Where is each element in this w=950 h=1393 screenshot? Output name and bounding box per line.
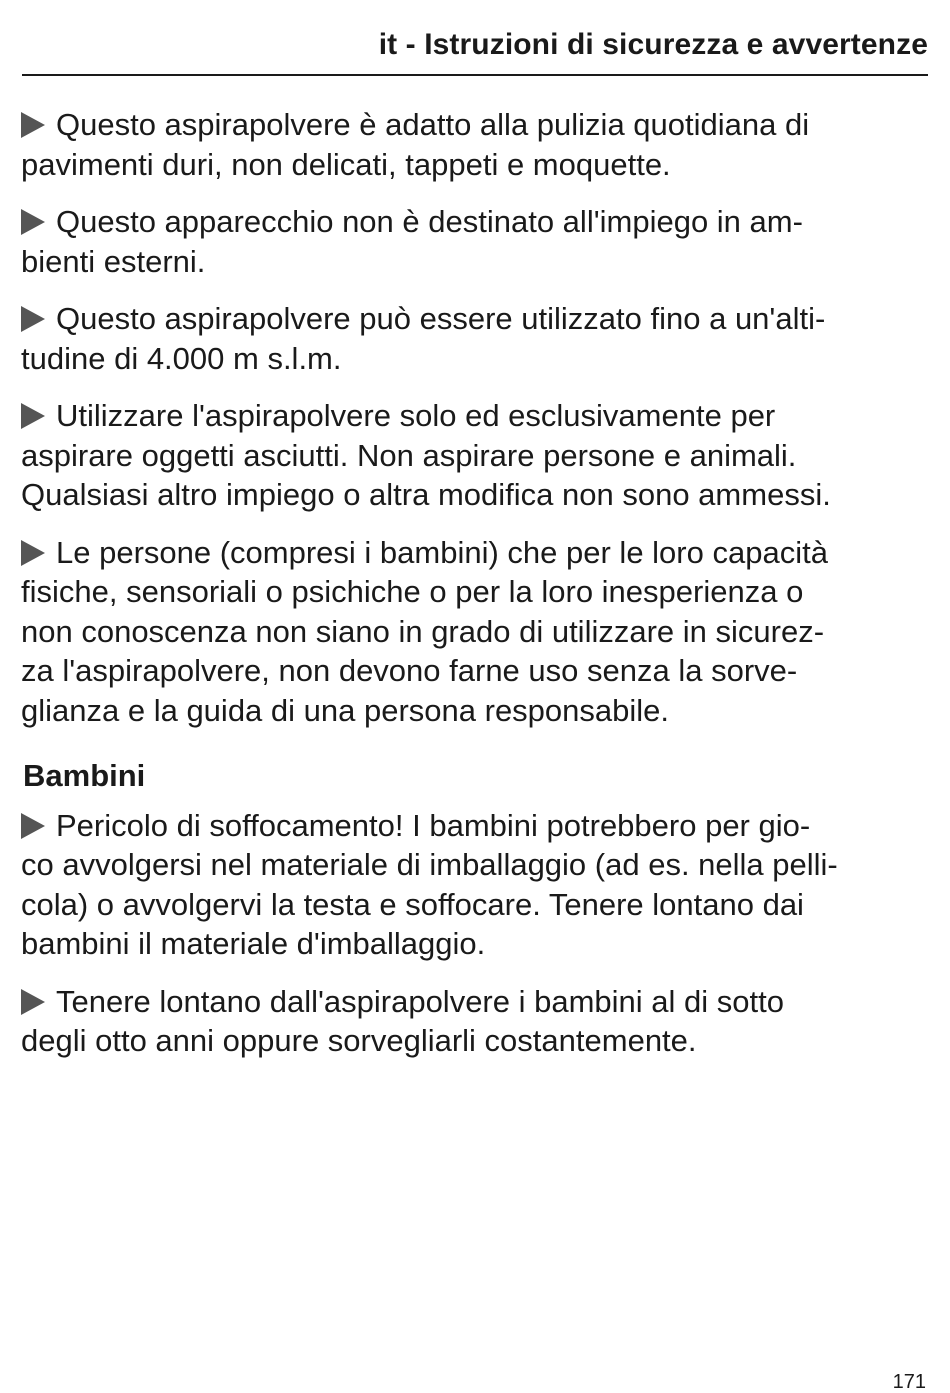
safety-paragraph — [21, 299, 931, 378]
bullet-triangle-icon — [21, 209, 45, 235]
bullet-triangle-icon — [21, 989, 45, 1015]
paragraph-line: non conoscenza non siano in grado di utilizzare in sicurez- — [21, 613, 825, 649]
paragraph-line: Le persone (compresi i bambini) che per le loro capacità — [56, 534, 828, 570]
section-heading-bambini: Bambini — [23, 758, 146, 793]
safety-paragraph — [21, 105, 931, 184]
paragraph-line: tudine di 4.000 m s.l.m. — [21, 340, 342, 376]
paragraph-line: fisiche, sensoriali o psichiche o per la loro inesperienza o — [21, 574, 804, 609]
paragraph-line: Qualsiasi altro impiego o altra modifica non sono ammessi. — [21, 477, 831, 512]
safety-paragraph — [21, 982, 931, 1061]
paragraph-line: cola) o avvolgervi la testa e soffocare. Tenere lontano dai — [21, 886, 804, 922]
paragraph-line: za l'aspirapolvere, non devono farne uso senza la sorve- — [21, 653, 798, 688]
safety-paragraph — [21, 396, 931, 515]
paragraph-line: glianza e la guida di una persona responsabile. — [21, 692, 670, 728]
bullet-triangle-icon — [21, 540, 45, 566]
bullet-triangle-icon — [21, 813, 45, 839]
safety-paragraph — [21, 806, 931, 964]
bullet-triangle-icon — [21, 306, 45, 332]
page-number: 171 — [892, 1371, 926, 1393]
main-content — [21, 105, 931, 1079]
paragraph-line: degli otto anni oppure sorvegliarli costantemente. — [21, 1023, 697, 1058]
page-header — [22, 26, 928, 76]
paragraph-line: aspirare oggetti asciutti. Non aspirare persone e animali. — [21, 437, 797, 473]
paragraph-line: pavimenti duri, non delicati, tappeti e moquette. — [21, 146, 671, 182]
paragraph-line: Questo apparecchio non è destinato all'impiego in am- — [56, 204, 803, 239]
paragraph-line: bambini il materiale d'imballaggio. — [21, 926, 486, 961]
paragraph-line: Tenere lontano dall'aspirapolvere i bambini al di sotto — [56, 983, 784, 1019]
paragraph-line: bienti esterni. — [21, 243, 206, 279]
safety-paragraph — [21, 202, 931, 281]
paragraph-line: Utilizzare l'aspirapolvere solo ed esclusivamente per — [56, 398, 776, 433]
paragraph-line: co avvolgersi nel materiale di imballaggio (ad es. nella pelli- — [21, 847, 838, 882]
bullet-triangle-icon — [21, 112, 45, 138]
paragraph-line: Questo aspirapolvere è adatto alla pulizia quotidiana di — [56, 107, 810, 142]
bullet-triangle-icon — [21, 403, 45, 429]
header-title: it - Istruzioni di sicurezza e avvertenze — [378, 28, 928, 61]
paragraph-line: Questo aspirapolvere può essere utilizzato fino a un'alti- — [56, 301, 826, 336]
paragraph-line: Pericolo di soffocamento! I bambini potrebbero per gio- — [56, 807, 811, 843]
safety-paragraph — [21, 533, 931, 731]
